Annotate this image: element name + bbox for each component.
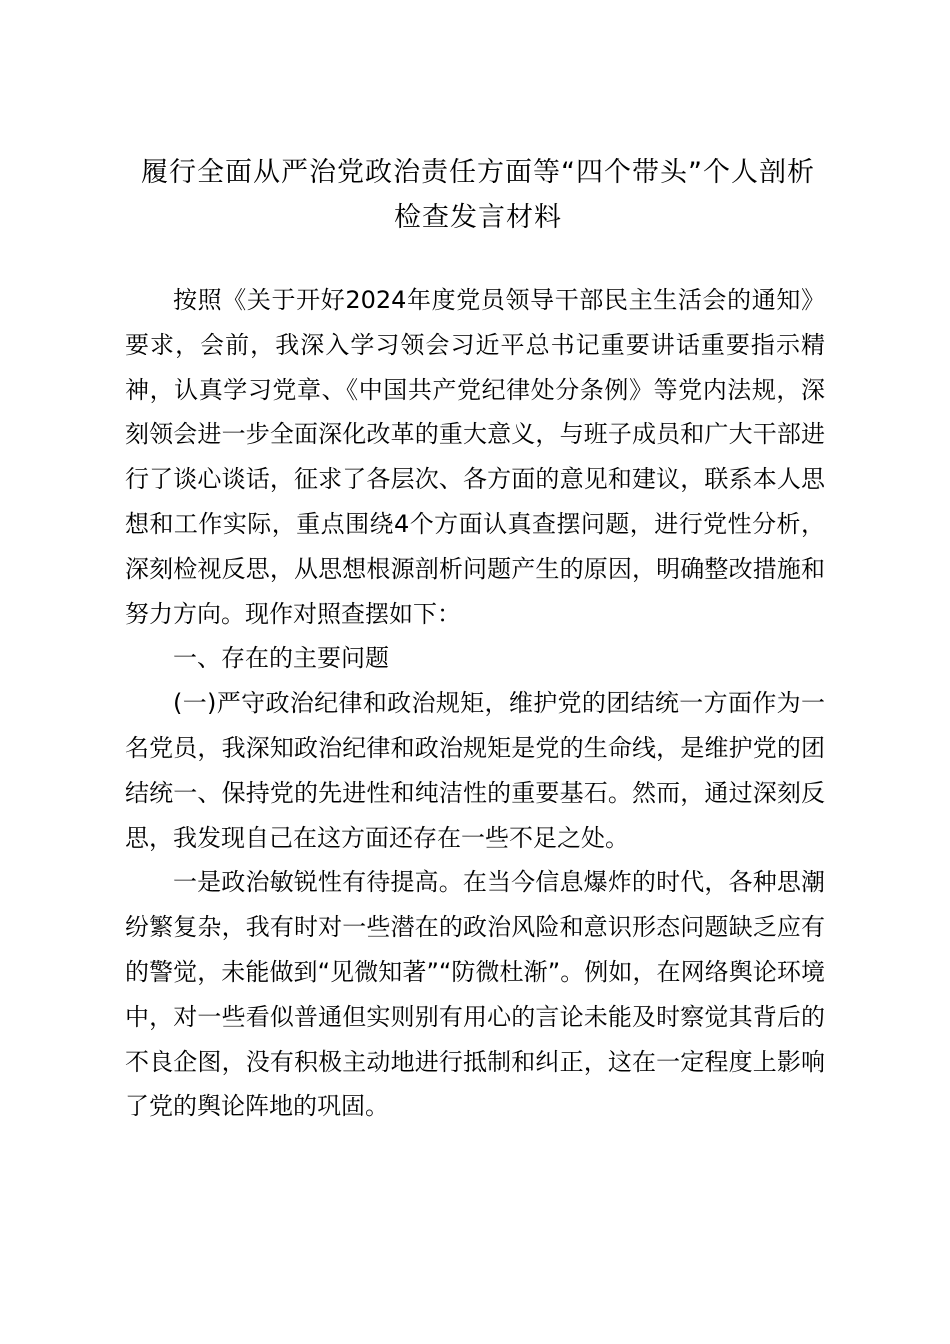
subsection-paragraph: (一)严守政治纪律和政治规矩，维护党的团结统一方面作为一名党员，我深知政治纪律和政治规矩是党的生命线，是维护党的团结统一、保持党的先进性和纯洁性的重要基石。然而，通过深刻反思，我发现自己在这方面还存在一些不足之处。: [125, 689, 825, 852]
point-one-paragraph: 一是政治敏锐性有待提高。在当今信息爆炸的时代，各种思潮纷繁复杂，我有时对一些潜在的政治风险和意识形态问题缺乏应有的警觉，未能做到“见微知著”“防微杜渐”。例如，在网络舆论环境中，对一些看似普通但实则别有用心的言论未能及时察觉其背后的不良企图，没有积极主动地进行抵制和纠正，这在一定程度上影响了党的舆论阵地的巩固。: [125, 868, 825, 1121]
intro-paragraph: 按照《关于开好2024年度党员领导干部民主生活会的通知》要求，会前，我深入学习领会习近平总书记重要讲话重要指示精神，认真学习党章、《中国共产党纪律处分条例》等党内法规，深刻领会进一步全面深化改革的重大意义，与班子成员和广大干部进行了谈心谈话，征求了各层次、各方面的意见和建议，联系本人思想和工作实际，重点围绕4个方面认真查摆问题，进行党性分析，深刻检视反思，从思想根源剖析问题产生的原因，明确整改措施和努力方向。现作对照查摆如下：: [125, 286, 825, 628]
document-title: 履行全面从严治党政治责任方面等“四个带头”个人剖析检查发言材料: [141, 157, 815, 233]
document-body: [125, 278, 825, 1129]
section-heading: 一、存在的主要问题: [173, 644, 389, 673]
